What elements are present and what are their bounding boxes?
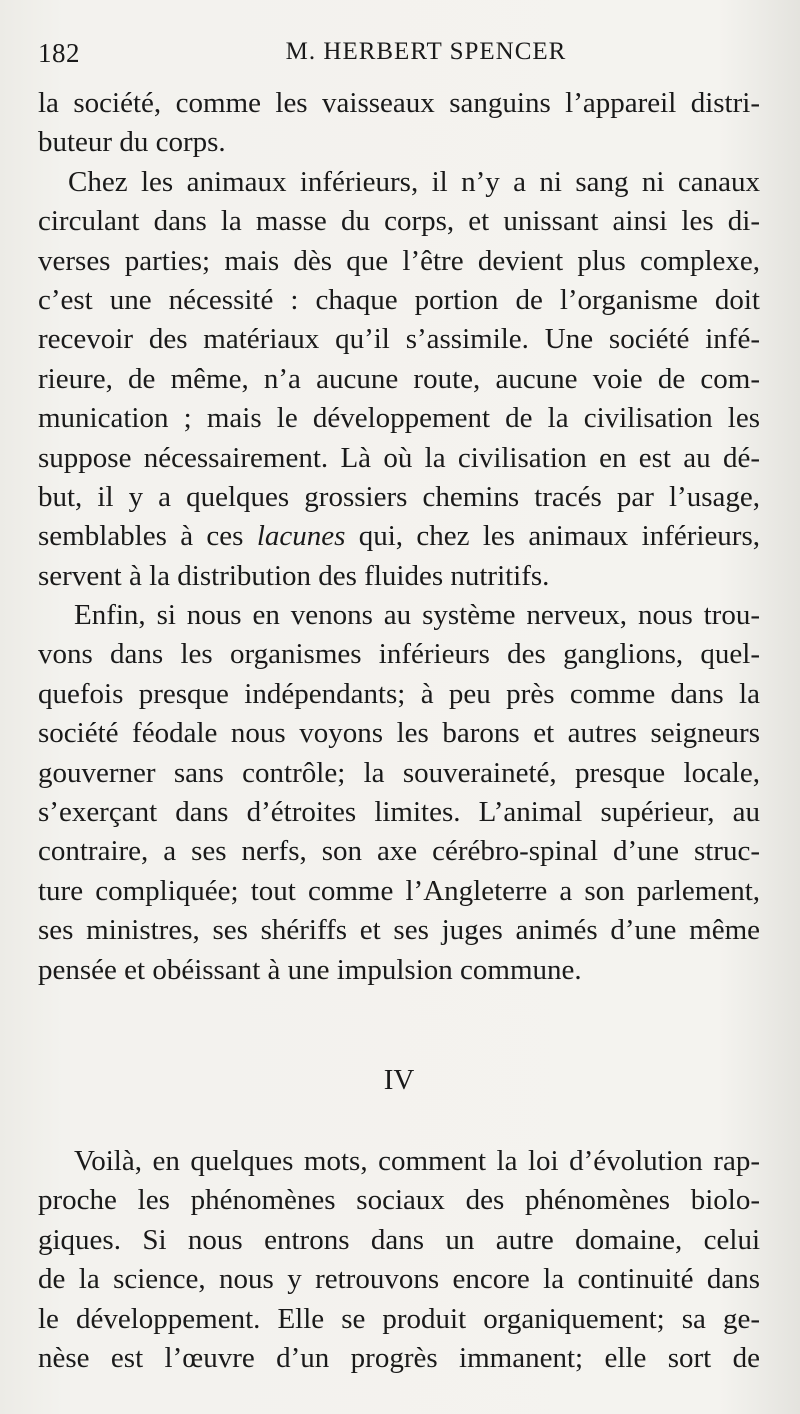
text-line: de la science, nous y retrouvons encore la continuité dans [38, 1263, 760, 1296]
running-head: M. HERBERT SPENCER [285, 38, 567, 65]
body-text-bottom [38, 1142, 760, 1378]
text-line: buteur du corps. [38, 126, 226, 159]
text-run: semblables à ces [38, 520, 257, 553]
text-line: contraire, a ses nerfs, son axe cérébro-spinal d’une struc- [38, 835, 760, 868]
text-line: verses parties; mais dès que l’être devient plus complexe, [38, 244, 760, 277]
text-line: nèse est l’œuvre d’un progrès immanent; elle sort de [38, 1341, 760, 1374]
text-line: munication ; mais le développement de la civilisation les [38, 402, 760, 435]
text-line: quefois presque indépendants; à peu près comme dans la [38, 677, 760, 710]
text-line: proche les phénomènes sociaux des phénomènes biolo- [38, 1184, 760, 1217]
italic-word: lacunes [256, 520, 346, 553]
text-line: servent à la distribution des fluides nutritifs. [38, 559, 550, 592]
page-header [38, 38, 754, 78]
text-line: but, il y a quelques grossiers chemins tracés par l’usage, [38, 480, 760, 513]
text-line: Chez les animaux inférieurs, il n’y a ni sang ni canaux [68, 165, 760, 198]
text-line: rieure, de même, n’a aucune route, aucune voie de com- [38, 362, 760, 395]
text-line: vons dans les organismes inférieurs des ganglions, quel- [38, 638, 760, 671]
text-line: la société, comme les vaisseaux sanguins l’appareil distri- [38, 87, 760, 119]
text-line: circulant dans la masse du corps, et unissant ainsi les di- [38, 205, 760, 238]
text-line: c’est une nécessité : chaque portion de l’organisme doit [38, 283, 760, 316]
text-line-italic [38, 517, 760, 556]
text-line: recevoir des matériaux qu’il s’assimile. Une société infé- [38, 323, 760, 356]
text-line: ture compliquée; tout comme l’Angleterre a son parlement, [38, 874, 760, 907]
page-number: 182 [38, 38, 80, 68]
text-line: Enfin, si nous en venons au système nerveux, nous trou- [74, 599, 760, 632]
text-run: qui, chez les animaux inférieurs, [345, 520, 761, 553]
text-line: s’exerçant dans d’étroites limites. L’animal supérieur, au [38, 796, 760, 829]
text-line: suppose nécessairement. Là où la civilisation en est au dé- [38, 441, 760, 474]
body-text-top [38, 84, 760, 990]
text-line: le développement. Elle se produit organiquement; sa ge- [38, 1302, 760, 1335]
text-line: giques. Si nous entrons dans un autre domaine, celui [38, 1223, 760, 1256]
text-line: Voilà, en quelques mots, comment la loi d’évolution rap- [74, 1145, 760, 1177]
text-line: gouverner sans contrôle; la souveraineté, presque locale, [38, 756, 760, 789]
text-line: pensée et obéissant à une impulsion commune. [38, 953, 582, 986]
text-line: société féodale nous voyons les barons et autres seigneurs [38, 717, 760, 750]
text-line: ses ministres, ses shériffs et ses juges animés d’une même [38, 914, 760, 947]
section-heading: IV [383, 1064, 415, 1096]
